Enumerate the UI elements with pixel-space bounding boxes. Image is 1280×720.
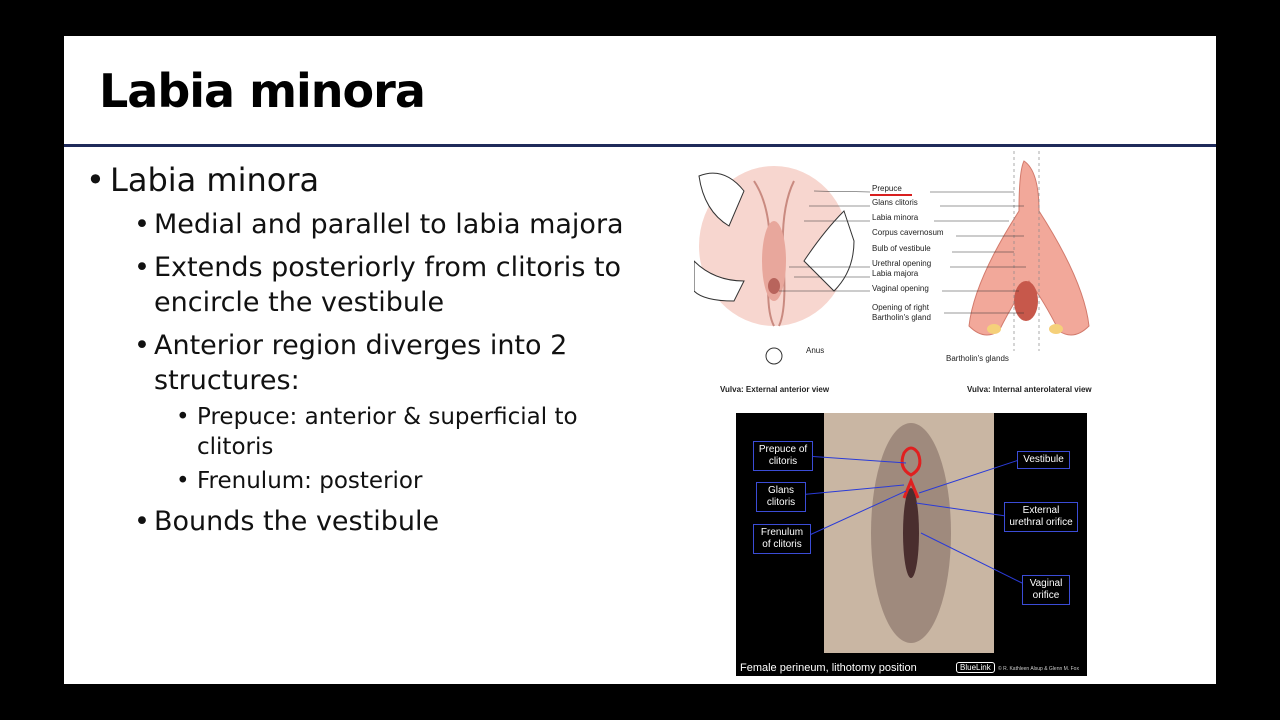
internal-view-illustration: [969, 151, 1089, 351]
diagram-label: Labia minora: [872, 213, 919, 222]
photo-label-vestibule: Vestibule: [1017, 451, 1070, 469]
diagram-caption-left: Vulva: External anterior view: [720, 385, 830, 394]
slide-title: Labia minora: [99, 64, 425, 118]
bullet-sub3a: • Prepuce: anterior & superficial to clitoris: [86, 402, 646, 462]
diagram-label: Corpus cavernosum: [872, 228, 944, 237]
vulva-diagram: [694, 151, 1114, 401]
diagram-label: Labia majora: [872, 269, 919, 278]
bullet-main: • Labia minora: [86, 161, 646, 199]
bullet-sub1: • Medial and parallel to labia majora: [86, 207, 646, 242]
diagram-label: Prepuce: [872, 184, 902, 193]
photo-label-urethral: External urethral orifice: [1004, 502, 1078, 532]
photo-caption: Female perineum, lithotomy position: [740, 662, 917, 674]
bullet-sub3b: • Frenulum: posterior: [86, 466, 646, 496]
photo-badge: BlueLink: [956, 662, 995, 673]
diagram-label: Bartholin's gland: [872, 313, 931, 322]
photo-label-prepuce: Prepuce of clitoris: [753, 441, 813, 471]
diagram-label: Bulb of vestibule: [872, 244, 931, 253]
bullet-sub2: • Extends posteriorly from clitoris to encircle the vestibule: [86, 250, 646, 320]
diagram-caption-right: Vulva: Internal anterolateral view: [967, 385, 1092, 394]
photo-label-vaginal: Vaginal orifice: [1022, 575, 1070, 605]
bullet-sub3: • Anterior region diverges into 2 structures:: [86, 328, 646, 398]
diagram-label: Opening of right: [872, 303, 929, 312]
bullet-sub4: • Bounds the vestibule: [86, 504, 646, 539]
diagram-label-anus: Anus: [806, 346, 825, 355]
diagram-label: Urethral opening: [872, 259, 932, 268]
diagram-label: Vaginal opening: [872, 284, 929, 293]
external-view-illustration: [694, 166, 854, 364]
diagram-label-bartholins: Bartholin's glands: [946, 354, 1009, 363]
bullet-list: [86, 161, 646, 539]
slide: [64, 36, 1216, 684]
photo-label-glans: Glans clitoris: [756, 482, 806, 512]
diagram-label: Glans clitoris: [872, 198, 918, 207]
title-divider: [64, 144, 1216, 147]
photo-credit: © R. Kathleen Alsup & Glenn M. Fox: [998, 666, 1079, 672]
photo-label-frenulum: Frenulum of clitoris: [753, 524, 811, 554]
perineum-photo: [736, 413, 1087, 676]
